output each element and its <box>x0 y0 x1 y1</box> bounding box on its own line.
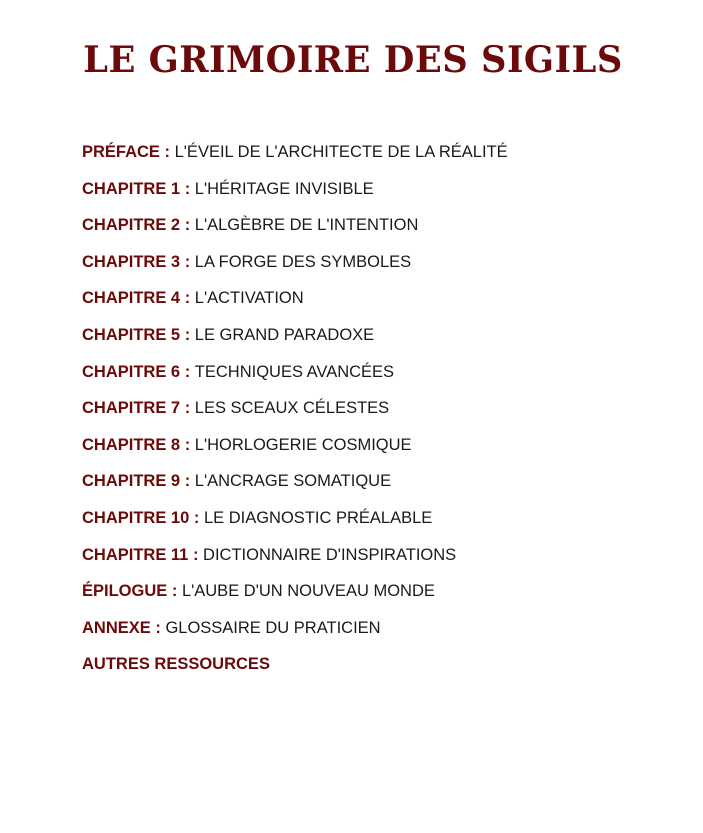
toc-item-separator: : <box>189 508 204 527</box>
toc-item-autres-ressources[interactable] <box>82 654 508 674</box>
toc-item-title: TECHNIQUES AVANCÉES <box>194 362 395 381</box>
toc-item-label: AUTRES RESSOURCES <box>82 655 270 674</box>
toc-item-separator: : <box>150 618 166 637</box>
toc-item-separator: : <box>159 143 175 161</box>
toc-item-chapitre-8[interactable] <box>82 435 508 455</box>
toc-item-title: L'ALGÈBRE DE L'INTENTION <box>194 216 419 235</box>
toc-item-label: CHAPITRE 1 <box>82 179 181 198</box>
toc-item-annexe[interactable] <box>82 618 508 638</box>
toc-item-label: CHAPITRE 11 <box>82 545 189 564</box>
toc-item-chapitre-7[interactable] <box>82 398 508 418</box>
toc-item-separator: : <box>180 472 195 491</box>
toc-item-title: L'AUBE D'UN NOUVEAU MONDE <box>181 582 435 601</box>
toc-item-chapitre-4[interactable] <box>82 288 508 308</box>
toc-item-separator: : <box>180 399 195 418</box>
toc-item-label: CHAPITRE 10 <box>82 508 190 527</box>
toc-item-title: L'HORLOGERIE COSMIQUE <box>194 435 412 454</box>
toc-item-label: PRÉFACE <box>82 143 160 161</box>
toc-item-title: LA FORGE DES SYMBOLES <box>194 252 412 271</box>
page-title: LE GRIMOIRE DES SIGILS <box>83 39 623 81</box>
toc-item-label: CHAPITRE 6 <box>82 362 181 381</box>
toc-item-label: CHAPITRE 3 <box>82 252 181 271</box>
toc-item-separator: : <box>180 435 195 454</box>
toc-item-chapitre-3[interactable] <box>82 252 508 272</box>
toc-item-title: LE GRAND PARADOXE <box>194 325 375 344</box>
toc-item-label: CHAPITRE 9 <box>82 472 181 491</box>
toc-item-title: LES SCEAUX CÉLESTES <box>194 399 390 418</box>
toc-item-epilogue[interactable] <box>82 581 508 601</box>
toc-item-separator: : <box>180 179 195 198</box>
toc-item-separator: : <box>180 216 195 235</box>
toc-item-title: GLOSSAIRE DU PRATICIEN <box>165 618 381 637</box>
toc-item-chapitre-2[interactable] <box>82 215 508 235</box>
toc-item-title: LE DIAGNOSTIC PRÉALABLE <box>203 508 433 527</box>
toc-item-title: DICTIONNAIRE D'INSPIRATIONS <box>203 545 457 564</box>
toc-item-preface[interactable] <box>82 142 508 162</box>
toc-item-label: ÉPILOGUE <box>82 582 168 601</box>
toc-item-label: CHAPITRE 5 <box>82 325 181 344</box>
toc-item-chapitre-10[interactable] <box>82 508 508 528</box>
toc-item-title: L'ACTIVATION <box>194 289 304 308</box>
toc-item-separator: : <box>188 545 204 564</box>
toc-item-chapitre-6[interactable] <box>82 362 508 382</box>
toc-item-chapitre-5[interactable] <box>82 325 508 345</box>
table-of-contents <box>82 142 508 691</box>
toc-item-label: CHAPITRE 8 <box>82 435 181 454</box>
toc-item-label: ANNEXE <box>82 618 151 637</box>
toc-item-chapitre-1[interactable] <box>82 179 508 199</box>
toc-item-separator: : <box>180 362 195 381</box>
toc-item-title: L'ANCRAGE SOMATIQUE <box>194 472 392 491</box>
toc-item-separator: : <box>180 252 195 271</box>
toc-item-separator: : <box>180 325 195 344</box>
toc-item-chapitre-9[interactable] <box>82 471 508 491</box>
toc-item-title: L'ÉVEIL DE L'ARCHITECTE DE LA RÉALITÉ <box>174 143 508 161</box>
toc-item-label: CHAPITRE 2 <box>82 216 181 235</box>
toc-item-label: CHAPITRE 4 <box>82 289 181 308</box>
toc-item-chapitre-11[interactable] <box>82 545 508 565</box>
toc-item-separator: : <box>180 289 195 308</box>
toc-item-separator: : <box>167 582 182 601</box>
toc-item-title: L'HÉRITAGE INVISIBLE <box>194 179 374 198</box>
toc-item-label: CHAPITRE 7 <box>82 399 181 418</box>
